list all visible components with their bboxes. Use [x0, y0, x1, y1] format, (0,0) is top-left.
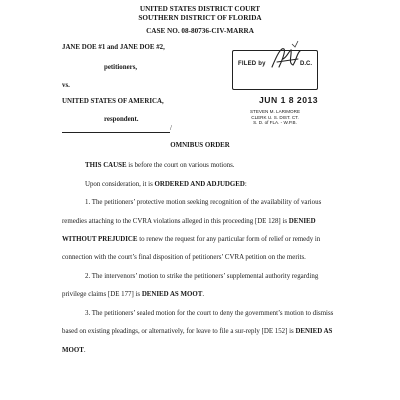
p3-l3-bold: MOOT [62, 347, 84, 354]
filed-stamp [232, 50, 318, 90]
court-district: SOUTHERN DISTRICT OF FLORIDA [138, 14, 262, 22]
p2-l2-text: privilege claims [DE 177] is [62, 291, 142, 298]
paragraph-1-line-1: 1. The petitioners’ protective motion seeking recognition of the availability of various [85, 199, 322, 206]
court-name: UNITED STATES DISTRICT COURT [139, 5, 261, 13]
consideration-bold: ORDERED AND ADJUDGED [154, 181, 245, 188]
petitioners-name: JANE DOE #1 and JANE DOE #2, [62, 44, 165, 51]
order-title: OMNIBUS ORDER [170, 142, 230, 149]
p1-l2-text: remedies attaching to the CVRA violations alleged in this proceeding [DE 128] is [62, 218, 289, 225]
p3-l2-bold: DENIED AS [295, 328, 333, 335]
dc-label: D.C. [300, 61, 312, 67]
filed-by-label: FILED by [238, 61, 266, 67]
intro-bold: THIS CAUSE [85, 162, 127, 169]
p2-l2-bold: DENIED AS MOOT [141, 291, 203, 298]
clerk-signature [269, 45, 305, 71]
p3-l2-text: based on existing pleadings, or alternatively, for leave to file a sur-reply [DE 152] is [62, 328, 296, 335]
respondent-role: respondent. [104, 116, 139, 123]
paragraph-1-line-2 [62, 219, 316, 226]
caption-divider [62, 132, 170, 133]
paragraph-3-line-2 [62, 329, 332, 336]
p1-l3-bold: WITHOUT PREJUDICE [62, 236, 138, 243]
p3-l3-post: . [83, 347, 86, 354]
filed-date: JUN 1 8 2013 [259, 95, 319, 105]
paragraph-3-line-1: 3. The petitioners’ sealed motion for the court to deny the government’s motion to dismiss [85, 310, 334, 317]
case-number: CASE NO. 08-80736-CIV-MARRA [146, 27, 254, 35]
versus: vs. [62, 82, 70, 89]
paragraph-2-line-2 [62, 292, 204, 299]
respondent-name: UNITED STATES OF AMERICA, [62, 98, 164, 105]
petitioners-role: petitioners, [104, 64, 138, 71]
clerk-name: STEVEN M. LARIMORE [249, 109, 301, 114]
clerk-title: CLERK U. S. DIST. CT. [251, 114, 299, 120]
consideration-pre: Upon consideration, it is [85, 181, 155, 188]
check-mark-icon [291, 40, 299, 48]
p2-l2-post: . [202, 291, 205, 298]
p1-l3-text: to renew the request for any particular form of relief or remedy in [137, 236, 321, 243]
intro-rest: is before the court on various motions. [126, 162, 235, 169]
paragraph-2-line-1: 2. The intervenors’ motion to strike the petitioners’ supplemental authority regarding [85, 273, 319, 280]
consideration-line [85, 182, 247, 189]
clerk-district: S. D. of FLA. - W.P.B. [253, 120, 297, 125]
consideration-post: : [244, 181, 247, 188]
caption-bracket: / [170, 125, 172, 132]
paragraph-3-line-3 [62, 348, 86, 355]
p1-l2-bold: DENIED [288, 218, 316, 225]
intro-line [85, 163, 235, 170]
paragraph-1-line-3 [62, 237, 320, 244]
paragraph-1-line-4: connection with the court’s final disposition of petitioners’ CVRA petition on the merits. [62, 254, 306, 261]
